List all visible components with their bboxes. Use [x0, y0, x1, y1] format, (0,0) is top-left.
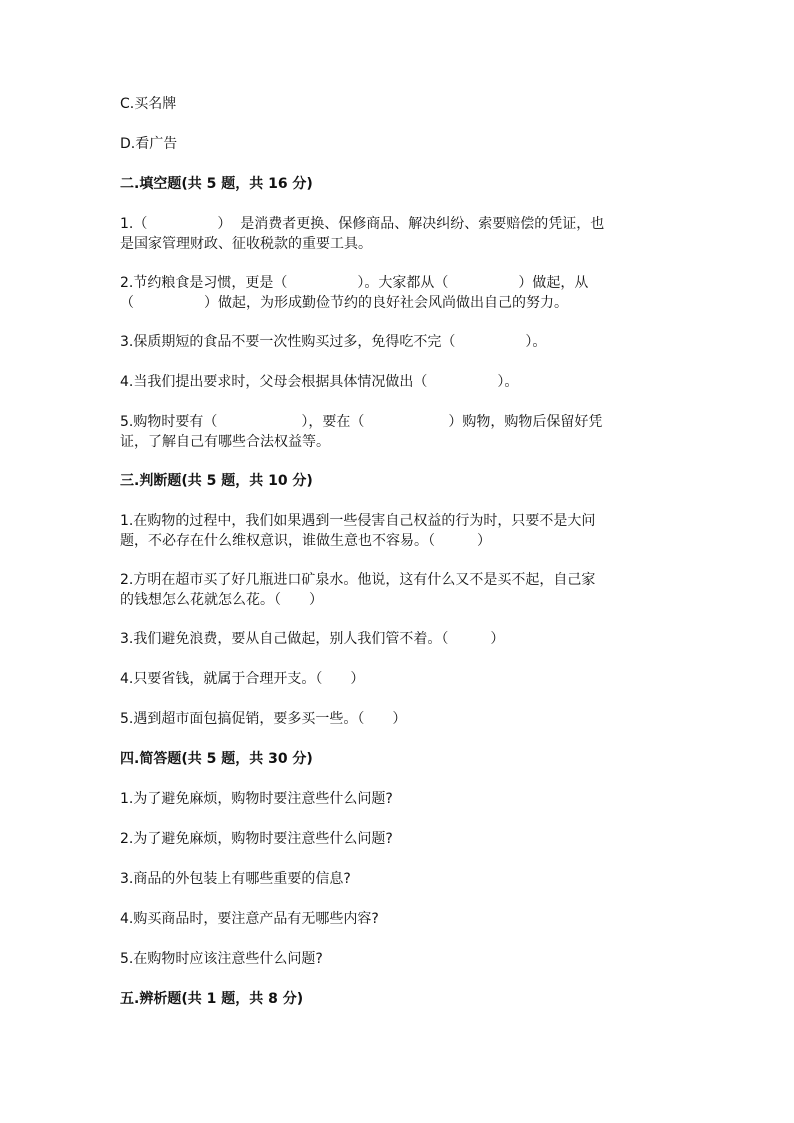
- section-heading: 三.判断题(共 5 题，共 10 分): [120, 473, 313, 489]
- question-fill-5: [120, 412, 670, 452]
- question-line: 3.我们避免浪费，要从自己做起，别人我们管不着。（ ）: [120, 631, 505, 647]
- question-line: 2.为了避免麻烦，购物时要注意些什么问题?: [120, 831, 393, 847]
- question-line: 1.为了避免麻烦，购物时要注意些什么问题?: [120, 791, 393, 807]
- question-line: 5.购物时要有（ ），要在（ ）购物，购物后保留好凭: [120, 414, 603, 430]
- question-line: 5.在购物时应该注意些什么问题?: [120, 951, 323, 967]
- question-line: （ ）做起，为形成勤俭节约的良好社会风尚做出自己的努力。: [120, 295, 568, 311]
- question-tf-3: [120, 629, 670, 649]
- question-line: 4.购买商品时，要注意产品有无哪些内容?: [120, 911, 379, 927]
- question-fill-2: [120, 273, 670, 313]
- section-heading-analysis: [120, 989, 670, 1009]
- question-tf-4: [120, 669, 670, 689]
- question-line: 2.方明在超市买了好几瓶进口矿泉水。他说，这有什么又不是买不起，自己家: [120, 572, 596, 588]
- question-tf-2: [120, 570, 670, 610]
- section-heading: 四.简答题(共 5 题，共 30 分): [120, 751, 313, 767]
- question-line: 题，不必存在什么维权意识，谁做生意也不容易。（ ）: [120, 533, 491, 549]
- section-heading: 五.辨析题(共 1 题，共 8 分): [120, 991, 304, 1007]
- question-line: 5.遇到超市面包搞促销，要多买一些。（ ）: [120, 711, 407, 727]
- section-heading-true-false: [120, 471, 670, 491]
- section-heading-fill-blank: [120, 174, 670, 194]
- question-sa-4: [120, 909, 670, 929]
- exam-page: [120, 94, 670, 1009]
- section-heading-short-answer: [120, 749, 670, 769]
- question-line: 3.保质期短的食品不要一次性购买过多，免得吃不完（ ）。: [120, 334, 547, 350]
- question-line: 是国家管理财政、征收税款的重要工具。: [120, 236, 372, 252]
- question-line: 4.当我们提出要求时，父母会根据具体情况做出（ ）。: [120, 374, 519, 390]
- question-line: 证，了解自己有哪些合法权益等。: [120, 434, 330, 450]
- question-line: 4.只要省钱，就属于合理开支。（ ）: [120, 671, 365, 687]
- question-line: 1.（ ） 是消费者更换、保修商品、解决纠纷、索要赔偿的凭证，也: [120, 216, 605, 232]
- choice-option-c: [120, 94, 670, 114]
- question-line: 2.节约粮食是习惯，更是（ ）。大家都从（ ）做起，从: [120, 275, 589, 291]
- option-text: C.买名牌: [120, 96, 177, 112]
- question-sa-2: [120, 829, 670, 849]
- section-heading: 二.填空题(共 5 题，共 16 分): [120, 176, 313, 192]
- option-text: D.看广告: [120, 136, 178, 152]
- question-line: 的钱想怎么花就怎么花。（ ）: [120, 592, 323, 608]
- question-line: 3.商品的外包装上有哪些重要的信息?: [120, 871, 351, 887]
- question-sa-1: [120, 789, 670, 809]
- question-fill-3: [120, 332, 670, 352]
- question-tf-1: [120, 511, 670, 551]
- question-sa-5: [120, 949, 670, 969]
- choice-option-d: [120, 134, 670, 154]
- question-fill-4: [120, 372, 670, 392]
- question-sa-3: [120, 869, 670, 889]
- question-tf-5: [120, 709, 670, 729]
- question-fill-1: [120, 214, 670, 254]
- question-line: 1.在购物的过程中，我们如果遇到一些侵害自己权益的行为时，只要不是大问: [120, 513, 596, 529]
